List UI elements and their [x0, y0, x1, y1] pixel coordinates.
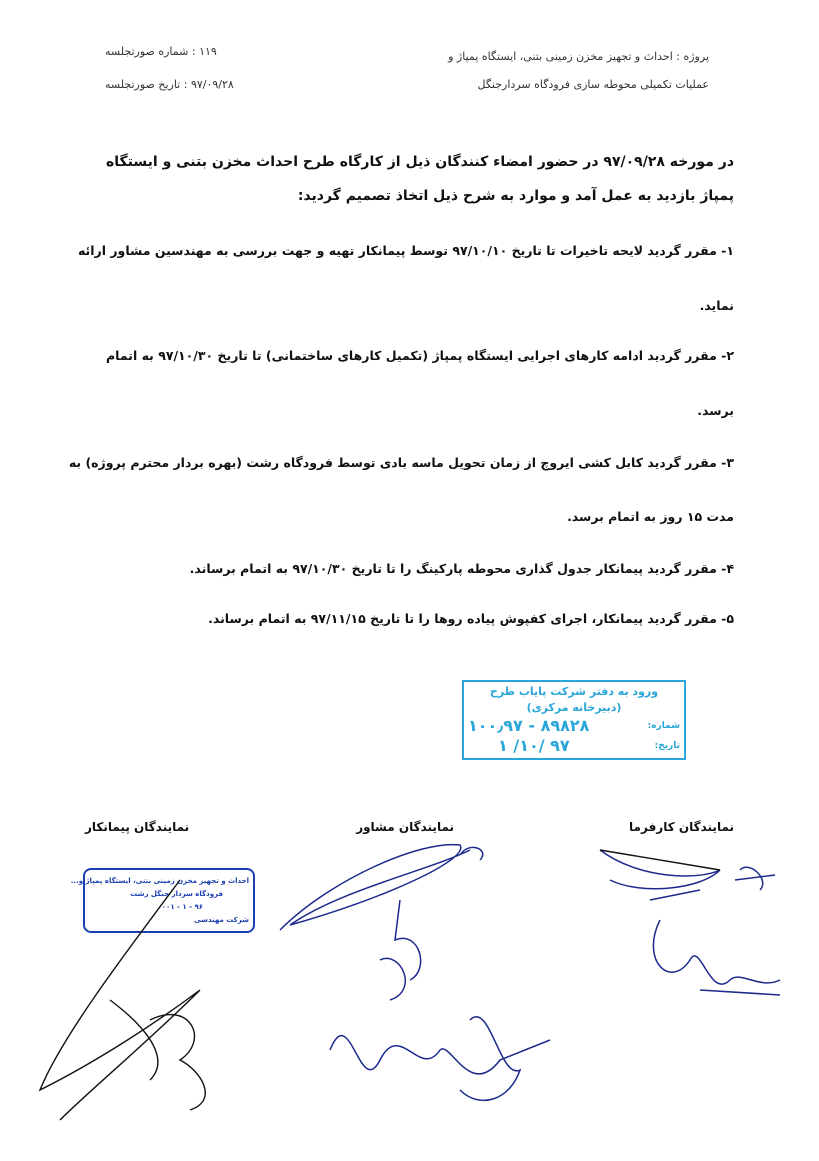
contractor-label: نمایندگان پیمانکار [85, 820, 190, 834]
project-title-line1: پروژه : احداث و تجهیز مخزن زمینی بتنی، ایستگاه پمپاژ و [448, 50, 709, 63]
item-1-cont: نماید. [699, 298, 734, 313]
minutes-date: ۹۷/۰۹/۲۸ : تاریخ صورتجلسه [105, 78, 234, 91]
stamp-date-label: تاریخ: [654, 741, 680, 751]
consultant-label: نمایندگان مشاور [356, 820, 454, 834]
signature-employer-3 [735, 867, 775, 890]
signature-consultant-3 [330, 1036, 550, 1074]
item-2: ۲- مقرر گردید ادامه کارهای اجرایی ایستگاه پمپاژ (تکمیل کارهای ساختمانی) تا تاریخ ۹۷/۱۰/۳۰ به اتمام [106, 348, 734, 363]
signature-consultant-2 [380, 900, 421, 1000]
contractor-stamp [70, 868, 255, 933]
contractor-stamp-line1: احداث و تجهیز مخزن زمینی بتنی، ایستگاه پمپاژ و... [70, 877, 249, 885]
item-5: ۵- مقرر گردید پیمانکار، اجرای کفپوش پیاده روها را تا تاریخ ۹۷/۱۱/۱۵ به اتمام برساند. [208, 611, 734, 626]
item-4: ۴- مقرر گردید پیمانکار جدول گذاری محوطه پارکینگ را تا تاریخ ۹۷/۱۰/۳۰ به اتمام برساند. [189, 561, 734, 576]
contractor-stamp-line4: شرکت مهندسی [194, 916, 249, 924]
signature-consultant-4 [460, 1017, 520, 1101]
stamp-date: ۹۷ /۱۰/ ۱ [498, 736, 570, 755]
item-3-cont: مدت ۱۵ روز به اتمام برسد. [567, 509, 734, 524]
stamp-title: ورود به دفتر شرکت پایاب طرح [489, 685, 659, 698]
intro-line2: پمپاژ بازدید به عمل آمد و موارد به شرح ذیل اتخاذ تصمیم گردید: [297, 188, 734, 204]
employer-label: نمایندگان کارفرما [629, 820, 734, 834]
intro-line1: در مورخه ۹۷/۰۹/۲۸ در حضور امضاء کنندگان ذیل از کارگاه طرح احداث مخزن بتنی و ایستگاه [106, 154, 734, 170]
item-2-cont: برسد. [697, 403, 734, 418]
stamp-number-label: شماره: [647, 721, 680, 731]
signature-contractor-2 [150, 1015, 205, 1110]
receipt-stamp [462, 680, 686, 760]
item-1: ۱- مقرر گردید لایحه تاخیرات تا تاریخ ۹۷/۱۰/۱۰ توسط پیمانکار تهیه و جهت بررسی به مهندسین مشاور ارائه [77, 243, 734, 258]
signature-consultant-1 [280, 845, 483, 930]
project-title-line2: عملیات تکمیلی محوطه سازی فرودگاه سردارجنگل [477, 78, 709, 91]
signature-employer-2 [653, 920, 780, 995]
signature-employer-line [600, 850, 720, 870]
minutes-number: ۱۱۹ : شماره صورتجلسه [105, 45, 217, 58]
contractor-stamp-line3: ۹۶ - ۱ - ۰۰۱ [161, 903, 203, 911]
signature-employer-1 [600, 850, 720, 900]
stamp-number: ۱۰۰٫۹۷ - ۸۹۸۲۸ [468, 716, 590, 735]
stamp-subtitle: (دبیرخانه مرکزی) [526, 701, 622, 714]
item-3: ۳- مقرر گردید کابل کشی ایروچ از زمان تحویل ماسه بادی توسط فرودگاه رشت (بهره بردار محترم پروژه) به [68, 455, 734, 470]
contractor-stamp-line2: فرودگاه سردار جنگل رشت [130, 890, 223, 898]
